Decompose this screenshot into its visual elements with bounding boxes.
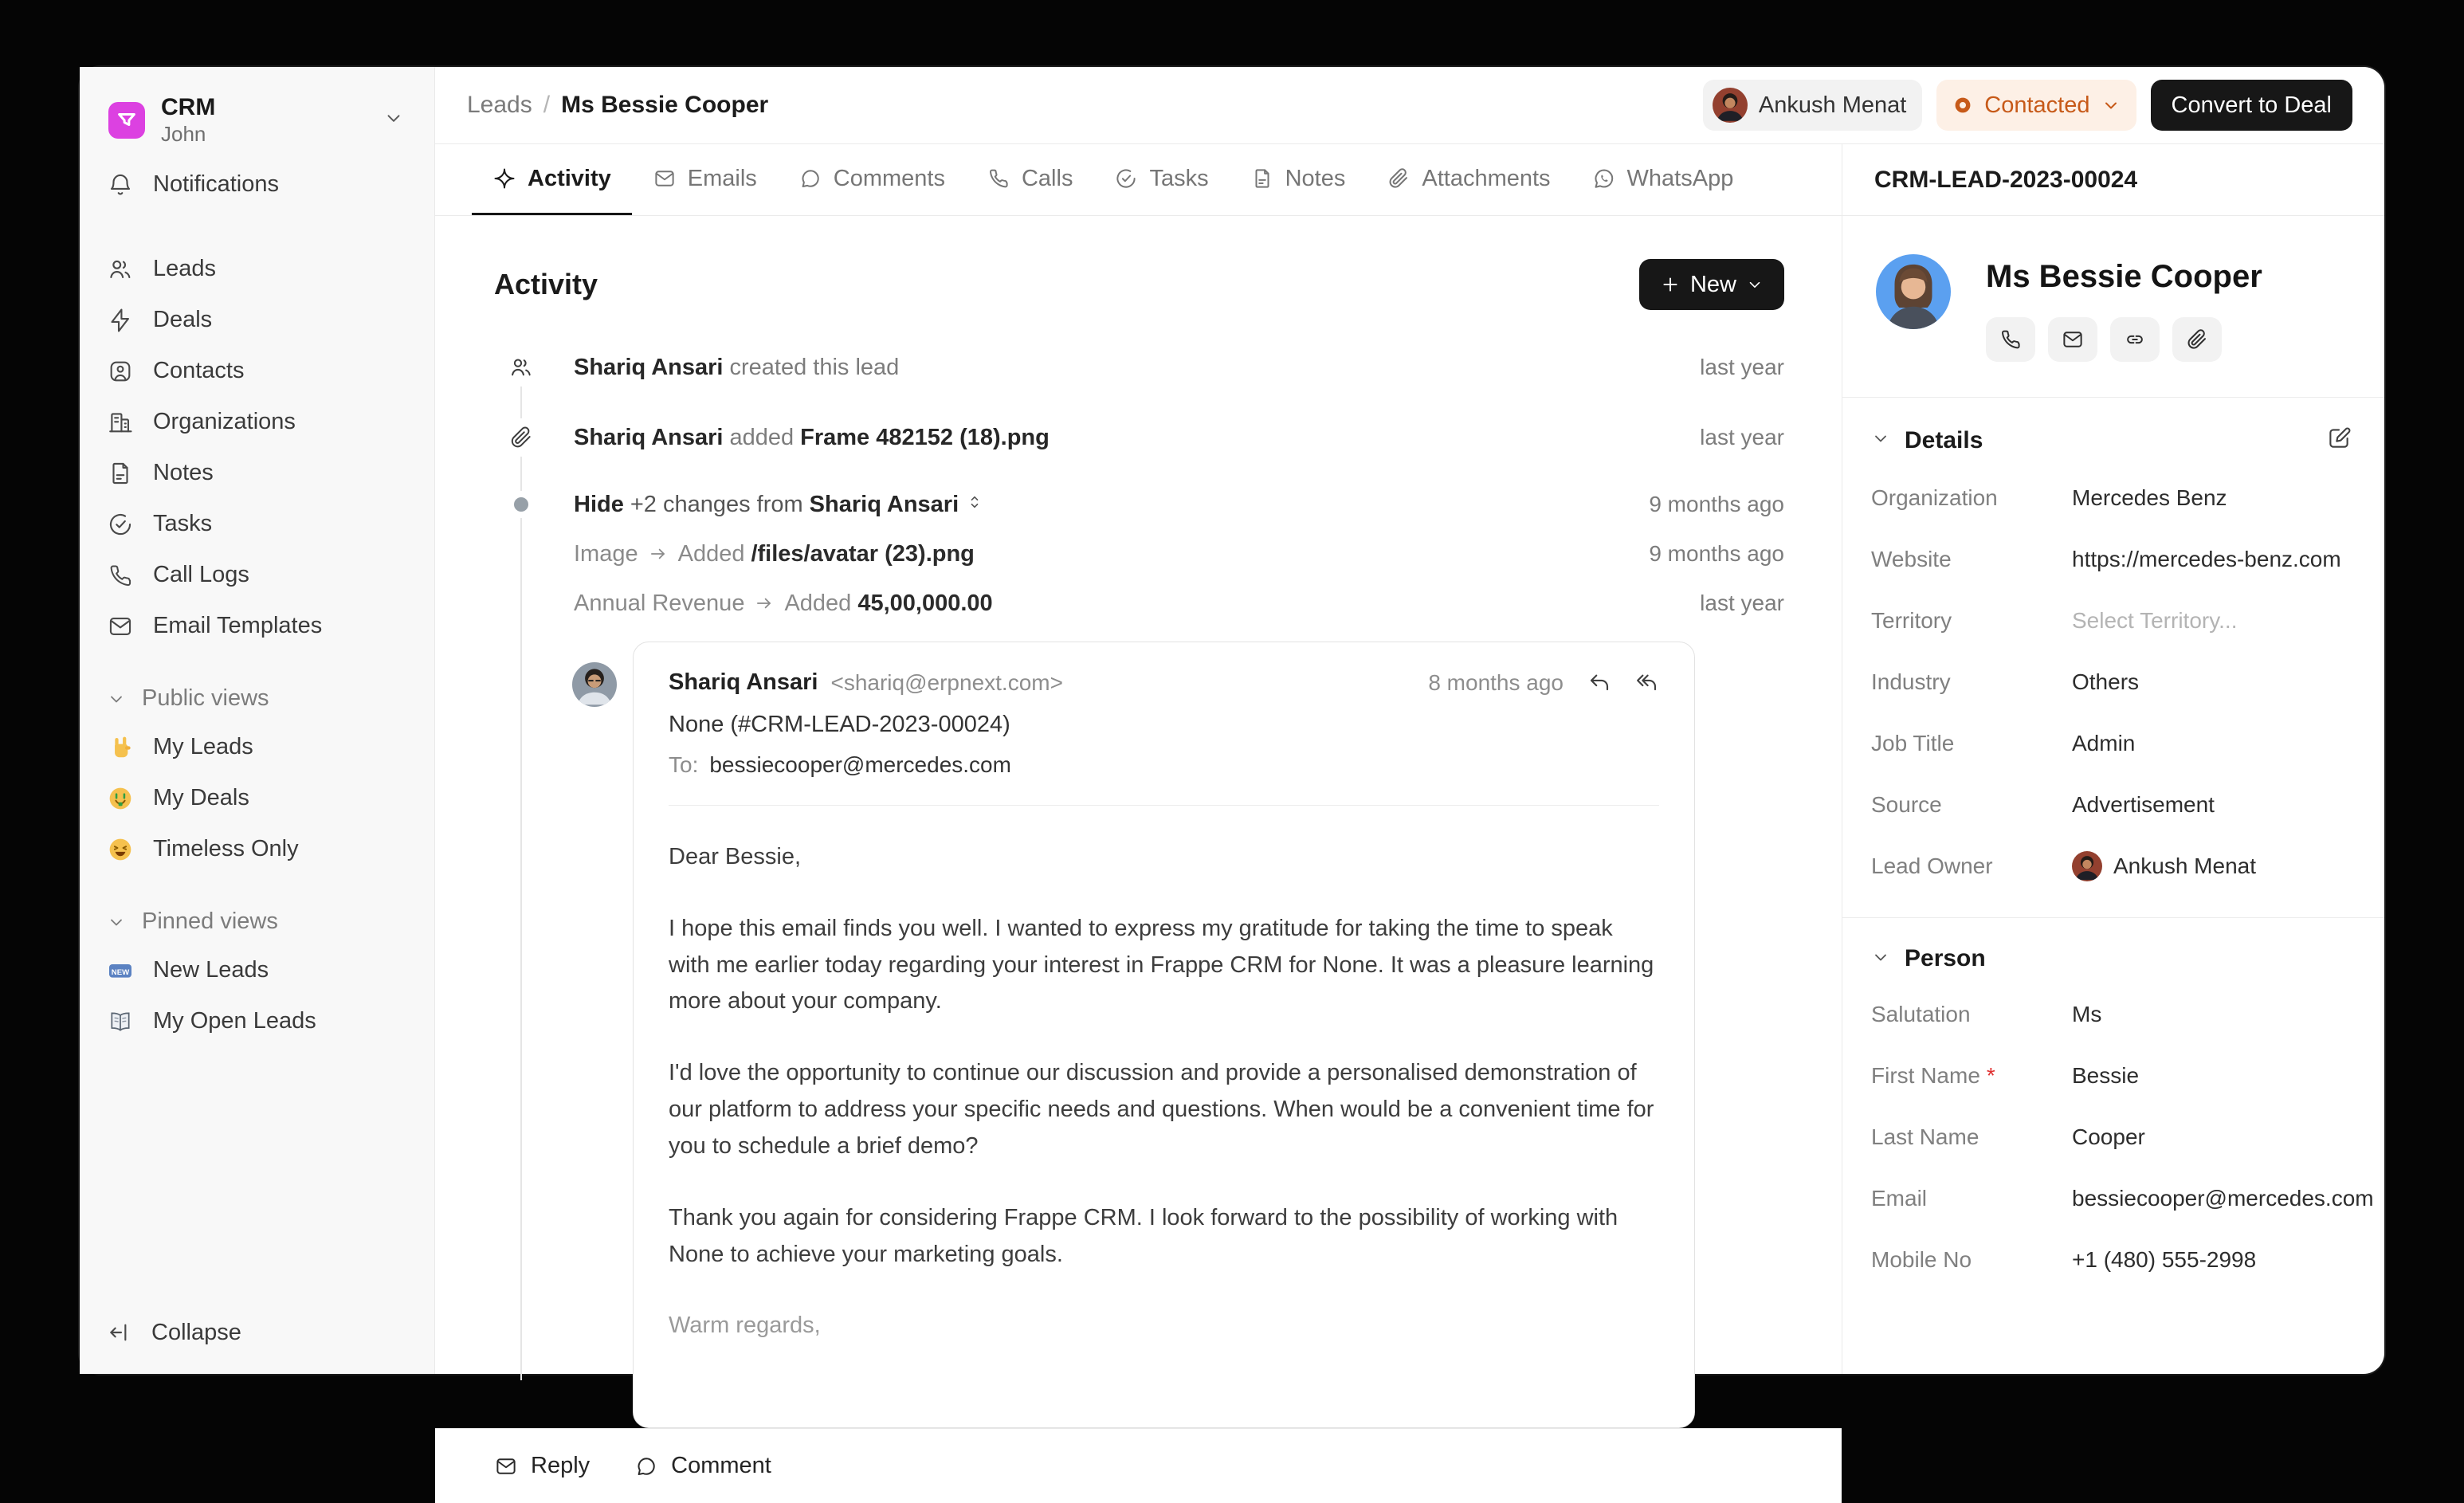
mail-icon: [653, 167, 677, 190]
rock-hand-emoji: [107, 735, 134, 760]
section-label: Pinned views: [142, 908, 278, 935]
tasks-icon: [107, 511, 134, 538]
sidebar-item-my-deals[interactable]: [94, 773, 420, 824]
edit-details-icon[interactable]: [2325, 425, 2352, 456]
details-section: [1842, 398, 2384, 917]
activity-title: Activity: [494, 268, 598, 300]
sidebar-item-call-logs[interactable]: [94, 550, 420, 601]
sidebar-item-label: Notes: [153, 460, 214, 486]
activity-text: added: [729, 424, 795, 450]
email-subject: None (#CRM-LEAD-2023-00024): [669, 712, 1010, 737]
dot-icon: [514, 497, 528, 512]
email-recipient: bessiecooper@mercedes.com: [709, 752, 1011, 777]
field-row-industry[interactable]: [1871, 651, 2352, 712]
field-row-lead-owner[interactable]: [1871, 835, 2352, 897]
comment-icon: [798, 167, 822, 190]
field-label: Salutation: [1871, 1001, 1971, 1026]
field-row-organization[interactable]: [1871, 467, 2352, 528]
section-label: Public views: [142, 685, 269, 712]
sidebar-item-new-leads[interactable]: [94, 945, 420, 996]
sidebar-item-timeless-only[interactable]: [94, 824, 420, 875]
sidebar: [80, 67, 435, 1374]
field-value[interactable]: Advertisement: [2072, 791, 2215, 817]
workspace-user: John: [161, 121, 206, 146]
field-name: Annual Revenue: [574, 590, 745, 616]
link-action-button[interactable]: [2110, 317, 2160, 362]
activity-time: last year: [1700, 425, 1784, 449]
tab-label: Attachments: [1422, 165, 1551, 191]
paperclip-icon: [1387, 167, 1411, 190]
tab-whatsapp[interactable]: [1571, 144, 1755, 215]
chevron-down-icon[interactable]: [1871, 948, 1890, 971]
field-action: Added: [784, 590, 852, 616]
activity-time: last year: [1700, 591, 1784, 615]
comment-icon: [634, 1454, 658, 1478]
link-icon: [2123, 328, 2147, 351]
sender-avatar: [572, 662, 617, 707]
view-item-label: My Deals: [153, 785, 249, 811]
tab-label: Tasks: [1149, 165, 1209, 191]
assignee-name: Ankush Menat: [1758, 92, 1907, 118]
sidebar-item-leads[interactable]: [94, 244, 420, 295]
crm-app-window: [80, 67, 2384, 1479]
plus-icon: [1660, 274, 1681, 295]
topbar: [435, 67, 2384, 143]
notes-icon: [107, 460, 134, 487]
field-value[interactable]: Mercedes Benz: [2072, 485, 2227, 510]
tab-label: Activity: [528, 165, 611, 191]
sort-updown-icon: [965, 492, 984, 518]
main-area: [435, 67, 2384, 1479]
field-row-email[interactable]: [1871, 1167, 2374, 1229]
field-value[interactable]: bessiecooper@mercedes.com: [2072, 1185, 2374, 1211]
details-section-title: Details: [1905, 426, 1983, 453]
call-action-button[interactable]: [1986, 317, 2035, 362]
tabbar: [435, 144, 1842, 216]
tab-attachments[interactable]: [1366, 144, 1571, 215]
app-name: CRM: [161, 94, 216, 120]
field-action: Added: [677, 540, 745, 567]
email-activity: [633, 642, 1695, 1428]
tab-calls[interactable]: [966, 144, 1093, 215]
chevron-down-icon: [1746, 276, 1764, 293]
view-item-label: My Open Leads: [153, 1008, 316, 1034]
field-value: /files/avatar (23).png: [751, 540, 975, 567]
person-section-title: Person: [1905, 945, 1986, 971]
field-value[interactable]: Ms: [2072, 1001, 2102, 1026]
sidebar-item-label: Contacts: [153, 358, 245, 384]
field-value[interactable]: +1 (480) 555-2998: [2072, 1246, 2257, 1272]
field-label: Last Name: [1871, 1124, 1979, 1149]
collapse-sidebar-button[interactable]: [94, 1307, 420, 1358]
field-label: Organization: [1871, 485, 1998, 510]
field-label: Mobile No: [1871, 1246, 1972, 1272]
check-circle-icon: [1114, 167, 1138, 190]
tab-label: Calls: [1021, 165, 1073, 191]
sidebar-item-my-leads[interactable]: [94, 722, 420, 773]
paperclip-icon: [508, 425, 534, 450]
open-book-emoji: [107, 1009, 134, 1034]
organizations-icon: [107, 409, 134, 436]
field-value[interactable]: Ankush Menat: [2113, 853, 2256, 878]
status-ring-icon: [1952, 95, 1973, 116]
tab-emails[interactable]: [632, 144, 778, 215]
mail-icon: [107, 613, 134, 640]
activity-item-revenue-change: [494, 586, 1784, 621]
email-card: [633, 642, 1695, 1428]
lead-name: Ms Bessie Cooper: [1986, 259, 2262, 294]
field-label: Source: [1871, 791, 1942, 817]
reply-label: Reply: [531, 1453, 590, 1479]
money-face-emoji: [107, 786, 134, 811]
sidebar-item-notes[interactable]: [94, 448, 420, 499]
field-label: Industry: [1871, 669, 1951, 694]
sidebar-nav: [80, 159, 434, 1047]
email-time: 8 months ago: [1428, 669, 1564, 695]
view-item-label: My Leads: [153, 734, 253, 760]
tab-comments[interactable]: [778, 144, 966, 215]
divider: [669, 805, 1659, 806]
whatsapp-icon: [1592, 167, 1616, 190]
field-value[interactable]: https://mercedes-benz.com: [2072, 546, 2341, 571]
reply-icon[interactable]: [1587, 671, 1611, 695]
note-icon: [1250, 167, 1274, 190]
lead-details-panel: [1842, 144, 2384, 1374]
sidebar-item-label: Tasks: [153, 511, 213, 537]
section-public-views[interactable]: [94, 676, 420, 722]
email-paragraph: I'd love the opportunity to continue our discussion and provide a personalised demonstration of our platform to address your specific needs and questions. When would be a convenient time for you to schedule a brief demo?: [669, 1060, 1654, 1159]
tab-notes[interactable]: [1230, 144, 1367, 215]
arrow-right-icon: [754, 593, 775, 614]
activity-time: last year: [1700, 355, 1784, 379]
new-badge-emoji: [107, 958, 134, 983]
changes-toggle-prefix: Hide: [574, 491, 624, 517]
view-item-label: New Leads: [153, 957, 269, 983]
avatar: [1713, 88, 1748, 123]
convert-label: Convert to Deal: [2171, 92, 2332, 118]
activity-time: 9 months ago: [1649, 492, 1784, 516]
comment-label: Comment: [671, 1453, 771, 1479]
sidebar-item-deals[interactable]: [94, 295, 420, 346]
chevron-down-icon: [107, 689, 126, 708]
field-label: Territory: [1871, 607, 1952, 633]
email-paragraph: Warm regards,: [669, 1313, 821, 1339]
sidebar-item-label: Call Logs: [153, 562, 249, 588]
tab-label: Emails: [687, 165, 757, 191]
collapse-label: Collapse: [151, 1319, 241, 1345]
activity-actor: Shariq Ansari: [574, 424, 724, 450]
tab-label: Notes: [1285, 165, 1346, 191]
breadcrumb-leads-link[interactable]: Leads: [467, 92, 532, 118]
sidebar-item-label: Deals: [153, 307, 213, 333]
view-item-label: Timeless Only: [153, 836, 299, 862]
field-row-last-name[interactable]: [1871, 1106, 2352, 1167]
field-row-first-name[interactable]: [1871, 1045, 2352, 1106]
crm-logo-icon: [108, 102, 145, 139]
svg-text:NEW: NEW: [111, 967, 130, 977]
field-value[interactable]: Cooper: [2072, 1124, 2145, 1149]
activity-feed[interactable]: [435, 216, 1842, 1428]
activity-item-created: [494, 347, 1784, 388]
field-value[interactable]: Others: [2072, 669, 2140, 694]
panel-scroll[interactable]: [1842, 216, 2384, 1374]
field-row-salutation[interactable]: [1871, 983, 2352, 1045]
chevron-down-icon: [2101, 96, 2121, 115]
activity-text: created this lead: [729, 354, 900, 380]
field-value: 45,00,000.00: [857, 590, 993, 616]
paperclip-icon: [2185, 328, 2209, 351]
lead-doc-id: CRM-LEAD-2023-00024: [1842, 144, 2384, 216]
sidebar-item-label: Notifications: [153, 171, 279, 198]
field-row-territory[interactable]: [1871, 590, 2352, 651]
tab-tasks[interactable]: [1093, 144, 1229, 215]
email-paragraph: I hope this email finds you well. I wanted to express my gratitude for taking the time to speak with me earlier today regarding your interest in Frappe CRM for None. It was a pleasure learning more about your company.: [669, 915, 1654, 1014]
sparkle-icon: [492, 167, 516, 190]
mail-icon: [2061, 328, 2085, 351]
sidebar-item-organizations[interactable]: [94, 397, 420, 448]
activity-timeline: [494, 347, 1784, 1428]
workspace-switcher[interactable]: [102, 88, 410, 153]
lead-status-dropdown[interactable]: [1936, 80, 2136, 131]
mail-icon: [494, 1454, 518, 1478]
field-label: First Name *: [1871, 1062, 1995, 1088]
assignee-pill[interactable]: [1703, 80, 1922, 131]
chevron-down-icon: [383, 108, 404, 132]
email-sender-address: <shariq@erpnext.com>: [830, 669, 1063, 695]
sidebar-item-label: Email Templates: [153, 613, 323, 639]
tab-activity[interactable]: [472, 144, 632, 215]
phone-icon: [107, 562, 134, 589]
phone-icon: [1999, 328, 2023, 351]
activity-actor: Shariq Ansari: [574, 354, 724, 380]
breadcrumb: [467, 92, 768, 119]
activity-attachment-name: Frame 482152 (18).png: [800, 424, 1050, 450]
laughing-face-emoji: [107, 837, 134, 862]
lead-summary-card: [1842, 216, 2384, 397]
sidebar-item-label: Organizations: [153, 409, 296, 435]
activity-time: 9 months ago: [1649, 541, 1784, 566]
new-activity-button[interactable]: [1639, 259, 1784, 310]
chevron-down-icon: [107, 912, 126, 932]
field-row-website[interactable]: [1871, 528, 2352, 590]
chevron-down-icon[interactable]: [1871, 429, 1890, 452]
comment-button[interactable]: [634, 1453, 771, 1479]
sidebar-item-email-templates[interactable]: [94, 601, 420, 652]
email-body: [669, 839, 1659, 1344]
sidebar-item-label: Leads: [153, 256, 217, 282]
person-section: [1842, 918, 2384, 1311]
leads-icon: [107, 256, 134, 283]
collapse-icon: [107, 1320, 132, 1345]
reply-all-icon[interactable]: [1635, 671, 1659, 695]
deals-icon: [107, 307, 134, 334]
phone-icon: [987, 167, 1010, 190]
field-value[interactable]: Bessie: [2072, 1062, 2140, 1088]
sidebar-item-contacts[interactable]: [94, 346, 420, 397]
field-row-mobile-no[interactable]: [1871, 1229, 2352, 1290]
contacts-icon: [107, 358, 134, 385]
changes-toggle-text: +2 changes from: [630, 491, 803, 517]
field-label: Job Title: [1871, 730, 1955, 755]
field-label: Email: [1871, 1185, 1928, 1211]
lead-avatar: [1876, 254, 1951, 329]
email-action-button[interactable]: [2048, 317, 2097, 362]
field-label: Lead Owner: [1871, 853, 1993, 878]
bell-icon: [107, 171, 134, 198]
field-label: Website: [1871, 546, 1952, 571]
breadcrumb-current: Ms Bessie Cooper: [561, 92, 769, 118]
field-row-source[interactable]: [1871, 774, 2352, 835]
email-paragraph: Thank you again for considering Frappe CRM. I look forward to the possibility of working with None to achieve your marketing goals.: [669, 1204, 1618, 1267]
new-button-label: New: [1689, 271, 1736, 297]
email-paragraph: Dear Bessie,: [669, 844, 802, 869]
attach-action-button[interactable]: [2172, 317, 2222, 362]
breadcrumb-separator: /: [543, 92, 551, 118]
status-label: Contacted: [1984, 92, 2090, 118]
reply-comment-bar: [435, 1428, 1842, 1503]
to-label: To:: [669, 752, 699, 777]
field-placeholder[interactable]: Select Territory...: [2072, 607, 2238, 633]
section-pinned-views[interactable]: [94, 899, 420, 945]
field-name: Image: [574, 540, 638, 567]
reply-button[interactable]: [494, 1453, 590, 1479]
activity-item-attachment: [494, 417, 1784, 458]
changes-actor: Shariq Ansari: [809, 491, 959, 517]
activity-item-image-change: [494, 536, 1784, 571]
avatar: [2072, 851, 2102, 881]
activity-feed-column: [435, 144, 1842, 1479]
required-asterisk: *: [1986, 1062, 1995, 1088]
people-icon: [508, 355, 534, 380]
sidebar-item-my-open-leads[interactable]: [94, 996, 420, 1047]
sidebar-item-notifications[interactable]: [94, 159, 420, 210]
field-row-job-title[interactable]: [1871, 712, 2352, 774]
tab-label: Comments: [833, 165, 945, 191]
field-value[interactable]: Admin: [2072, 730, 2136, 755]
convert-to-deal-button[interactable]: [2151, 80, 2353, 131]
arrow-right-icon: [648, 544, 669, 564]
sidebar-item-tasks[interactable]: [94, 499, 420, 550]
activity-item-changes-toggle[interactable]: [494, 487, 1784, 522]
email-sender: Shariq Ansari: [669, 669, 818, 695]
tab-label: WhatsApp: [1626, 165, 1734, 191]
